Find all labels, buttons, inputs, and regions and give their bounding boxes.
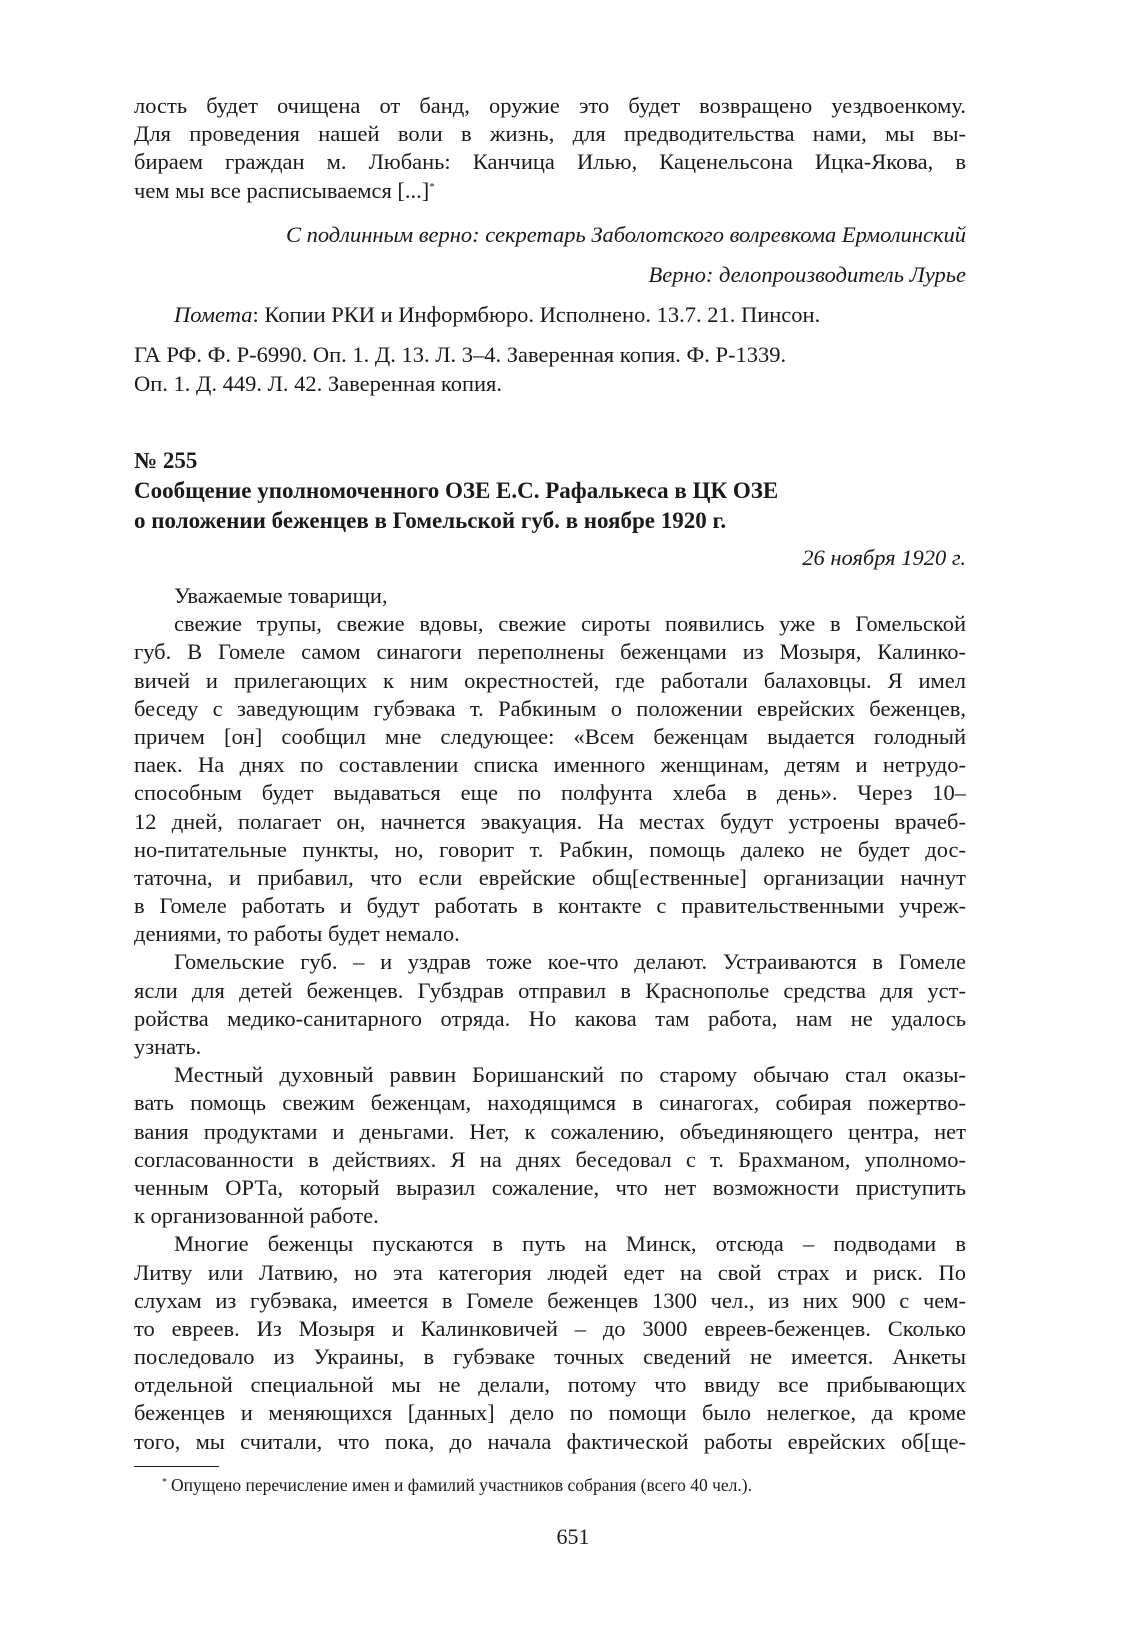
- text-line: беженцев и меняющихся [данных] дело по помощи было нелегкое, да кроме: [134, 1400, 966, 1426]
- text-line: дениями, то работы будет немало.: [134, 921, 460, 947]
- text-line: свежие трупы, свежие вдовы, свежие сироты появились уже в Гомельской: [174, 611, 966, 637]
- archive-line: Оп. 1. Д. 449. Л. 42. Заверенная копия.: [134, 370, 503, 396]
- text-line: но-питательные пункты, но, говорит т. Рабкин, помощь далеко не будет дос-: [134, 836, 966, 862]
- document-date: 26 ноября 1920 г.: [802, 544, 966, 570]
- text-line: 12 дней, полагает он, начнется эвакуация. На местах будут устроены врачеб-: [134, 808, 966, 834]
- paragraph: [134, 1061, 966, 1230]
- text-line: вичей и прилегающих к ним окрестностей, где работали балаховцы. Я имел: [134, 667, 966, 693]
- text-line: последовало из Украины, в губэваке точных сведений не имеется. Анкеты: [134, 1344, 966, 1370]
- page-number: 651: [556, 1524, 590, 1549]
- pometa-label: Помета: [174, 302, 253, 328]
- text-line: отдельной специальной мы не делали, потому что ввиду все прибывающих: [134, 1372, 966, 1398]
- text-line: лость будет очищена от банд, оружие это будет возвращено уездвоенкому.: [134, 93, 966, 118]
- paragraph: [134, 1230, 966, 1456]
- text-line: ченным ОРТа, который выразил сожаление, что нет возможности приступить: [134, 1174, 966, 1200]
- archive-reference: [134, 341, 966, 397]
- text-line: Гомельские губ. – и уздрав тоже кое-что делают. Устраиваются в Гомеле: [174, 949, 966, 975]
- text-line: узнать.: [134, 1034, 202, 1060]
- text-line: таточна, и прибавил, что если еврейские общ[ественные] организации начнут: [134, 864, 966, 890]
- text-line: Многие беженцы пускаются в путь на Минск, отсюда – подводами в: [174, 1231, 966, 1257]
- signature-clerk: Верно: делопроизводитель Лурье: [648, 261, 966, 287]
- footnote-reference[interactable]: *: [429, 180, 435, 193]
- footnote-text: Опущено перечисление имен и фамилий участников собрания (всего 40 чел.).: [171, 1475, 752, 1495]
- document-body: [134, 582, 966, 1456]
- pometa-text: : Копии РКИ и Информбюро. Исполнено. 13.7. 21. Пинсон.: [252, 302, 821, 328]
- text-line: Литву или Латвию, но эта категория людей едет на свой страх и риск. По: [134, 1259, 966, 1285]
- pometa-note: [134, 301, 966, 329]
- archive-line: ГА РФ. Ф. Р-6990. Оп. 1. Д. 13. Л. 3–4. Заверенная копия. Ф. Р-1339.: [134, 342, 787, 368]
- text-line: слухам из губэвака, имеется в Гомеле беженцев 1300 чел., из них 900 с чем-: [134, 1287, 966, 1313]
- title-line: о положении беженцев в Гомельской губ. в ноябре 1920 г.: [134, 507, 727, 533]
- paragraph: [134, 610, 966, 948]
- text-line: согласованности в действиях. Я на днях беседовал с т. Брахманом, уполномо-: [134, 1146, 966, 1172]
- page-content: [134, 92, 966, 1456]
- text-line: ясли для детей беженцев. Губздрав отправил в Краснополье средства для уст-: [134, 977, 966, 1003]
- text-line: способным будет выдаваться еще по полфунта хлеба в день». Через 10–: [134, 780, 966, 806]
- text-line: вания продуктами и деньгами. Нет, к сожалению, объединяющего центра, нет: [134, 1118, 966, 1144]
- text-line: то евреев. Из Мозыря и Калинковичей – до 3000 евреев-беженцев. Сколько: [134, 1315, 966, 1341]
- text-line: губ. В Гомеле самом синагоги переполнены беженцами из Мозыря, Калинко-: [134, 639, 966, 665]
- text-line: того, мы считали, что пока, до начала фактической работы еврейских об[ще-: [134, 1428, 966, 1454]
- signature-certified-copy: С подлинным верно: секретарь Заболотского волревкома Ермолинский: [285, 221, 966, 247]
- text-line: к организованной работе.: [134, 1203, 379, 1229]
- footnote: [162, 1474, 752, 1496]
- paragraph: [134, 948, 966, 1061]
- footnote-divider: [134, 1466, 219, 1467]
- text-line: Для проведения нашей воли в жизнь, для предводительства нами, мы вы-: [134, 121, 966, 147]
- document-number: № 255: [134, 447, 198, 473]
- footnote-marker: *: [162, 1477, 167, 1488]
- previous-document-ending: [134, 92, 966, 205]
- text-line: Местный духовный раввин Боришанский по старому обычаю стал оказы-: [174, 1062, 966, 1088]
- text-line: паек. На днях по составлении списка именного женщинам, детям и нетрудо-: [134, 752, 966, 778]
- salutation: Уважаемые товарищи,: [174, 582, 388, 608]
- title-line: Сообщение уполномоченного ОЗЕ Е.С. Рафалькеса в ЦК ОЗЕ: [134, 477, 779, 503]
- text-line-content: чем мы все расписываемся [...]: [134, 177, 430, 203]
- text-line: бираем граждан м. Любань: Канчица Илью, Каценельсона Ицка-Якова, в: [134, 149, 966, 175]
- text-line: беседу с заведующим губэвака т. Рабкиным о положении еврейских беженцев,: [134, 695, 966, 721]
- text-line: причем [он] сообщил мне следующее: «Всем беженцам выдается голодный: [134, 723, 966, 749]
- text-line: в Гомеле работать и будут работать в контакте с правительственными учреж-: [134, 893, 966, 919]
- text-line: вать помощь свежим беженцам, находящимся в синагогах, собирая пожертво-: [134, 1090, 966, 1116]
- text-line: ройства медико-санитарного отряда. Но какова там работа, нам не удалось: [134, 1005, 966, 1031]
- text-line: [134, 177, 966, 205]
- document-title: [134, 476, 966, 536]
